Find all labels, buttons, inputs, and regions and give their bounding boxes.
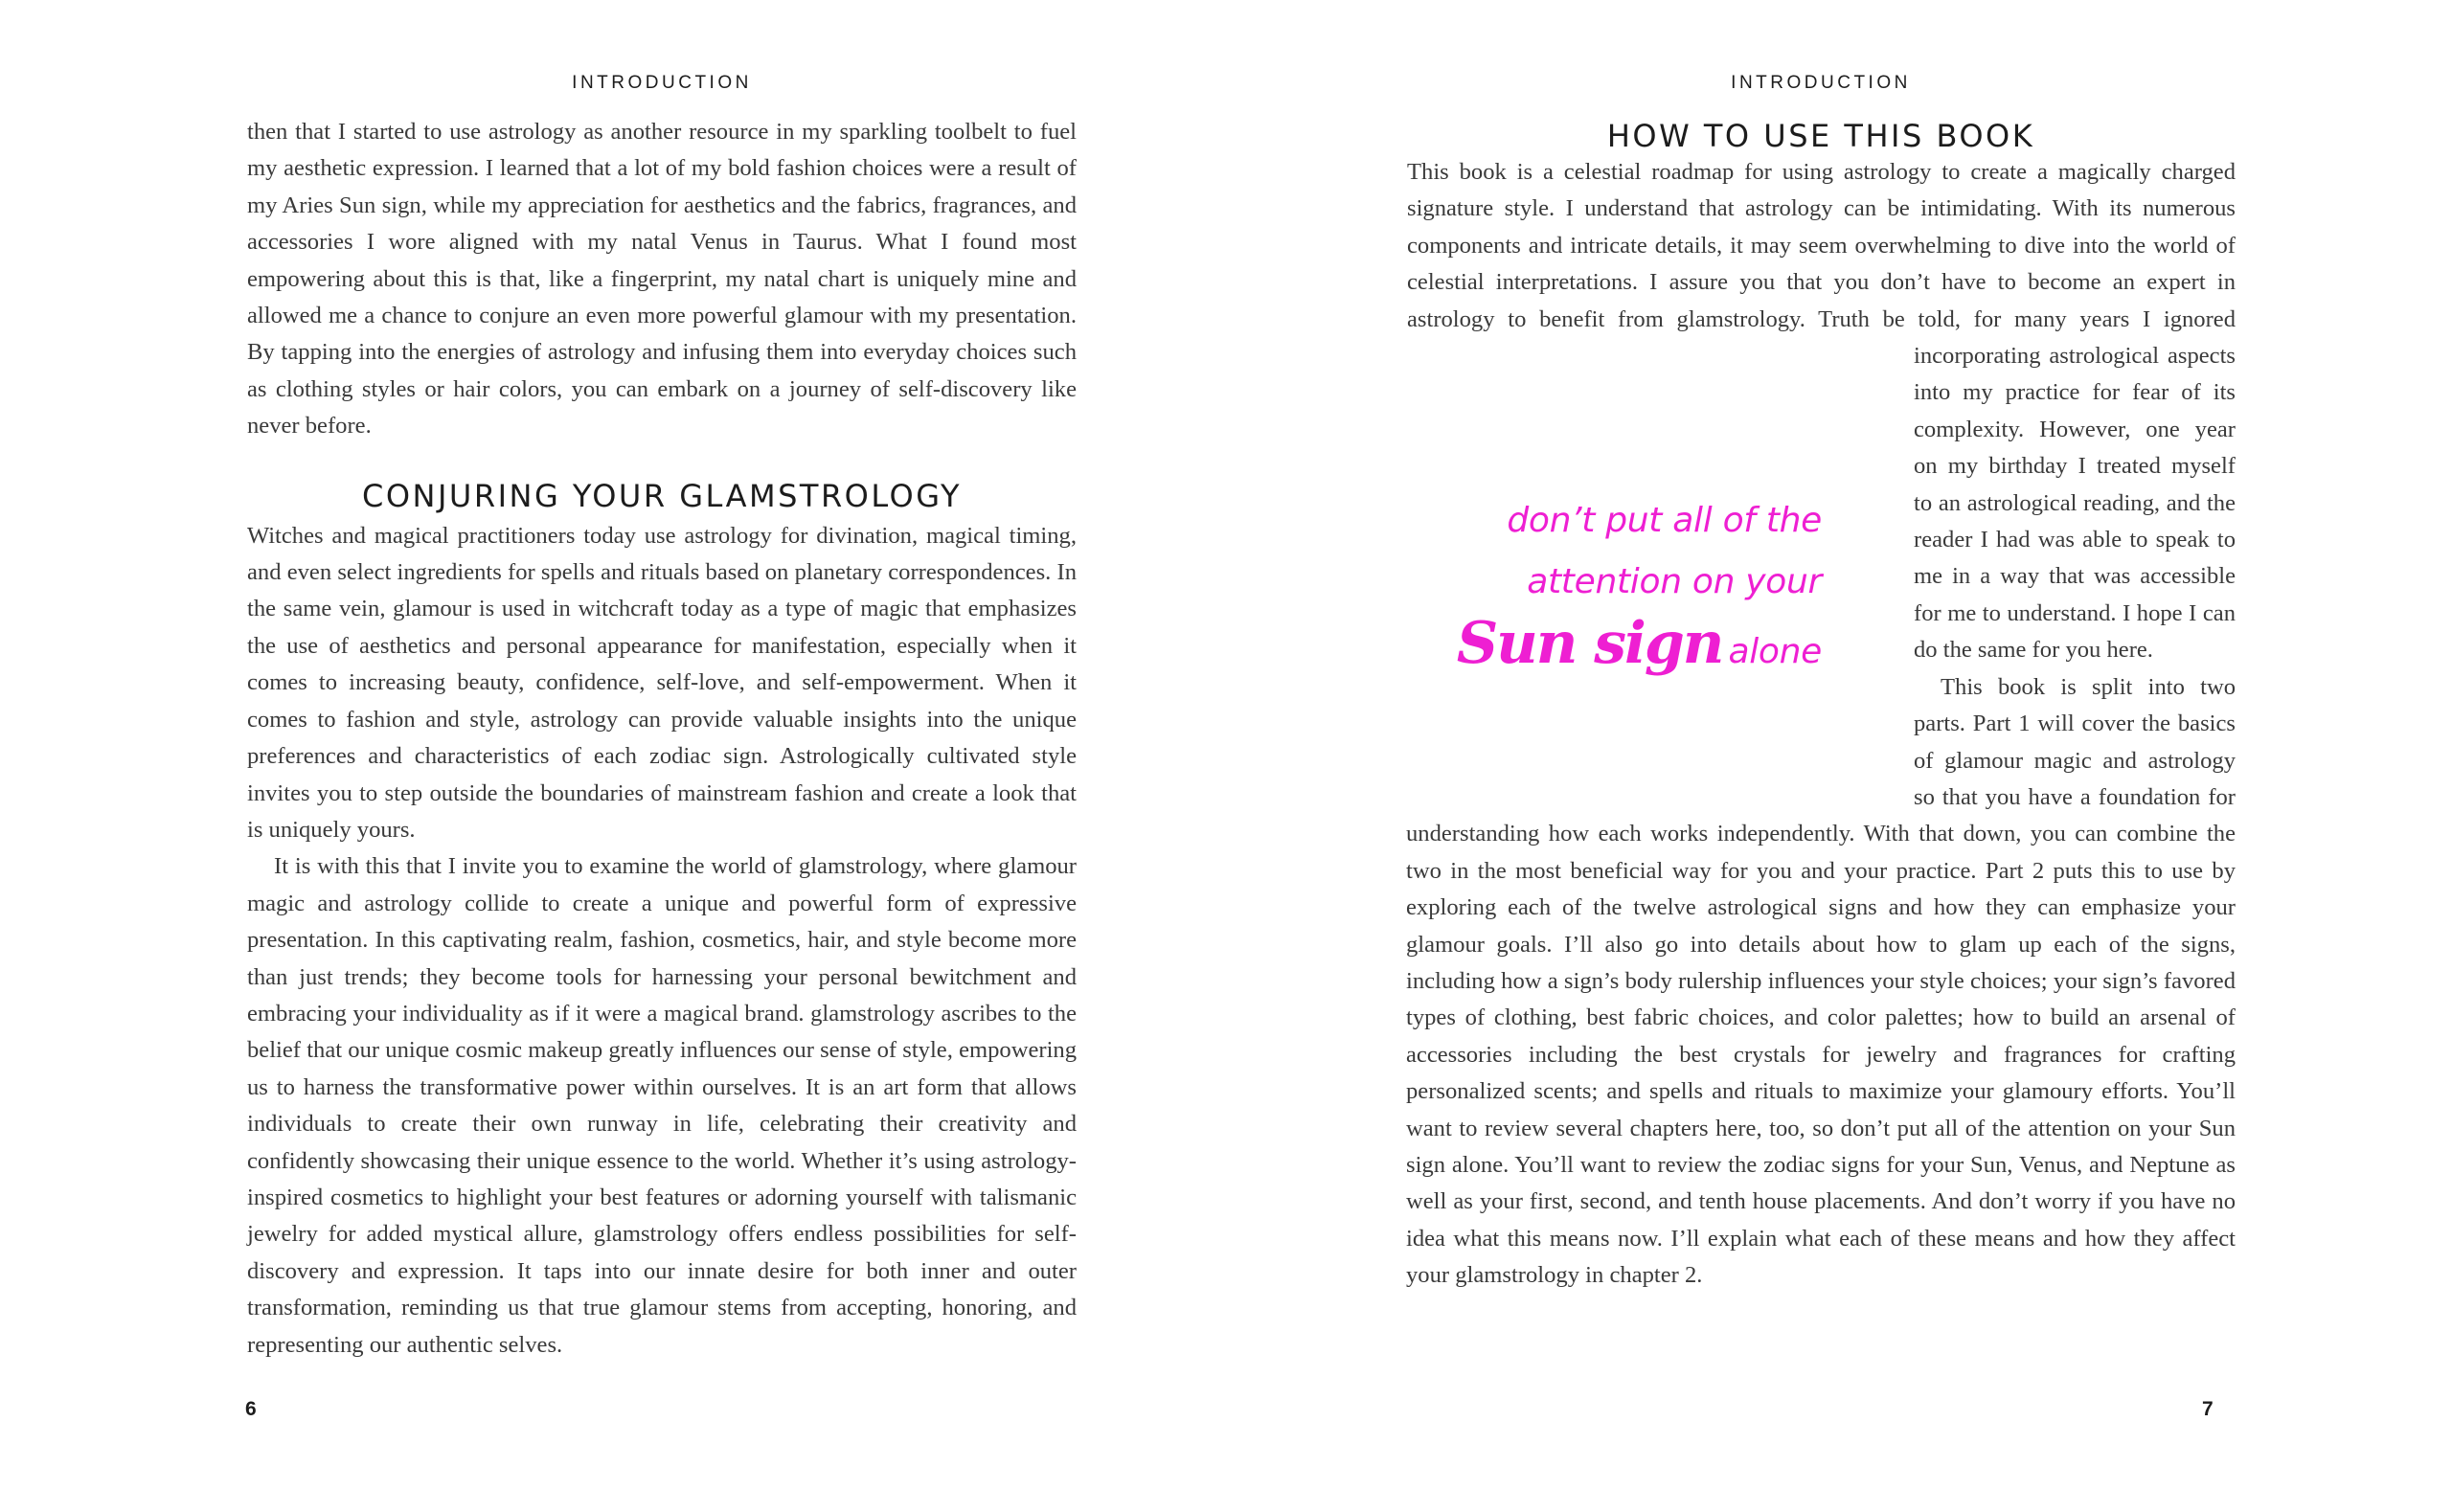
pull-quote xyxy=(1406,342,1895,802)
page-number-left: 6 xyxy=(245,1398,257,1420)
pull-quote-line: attention on your xyxy=(1527,561,1822,601)
pull-quote-script-text: Sun sign xyxy=(1456,609,1723,677)
running-head-right: INTRODUCTION xyxy=(1731,73,1911,93)
pull-quote-text xyxy=(1457,490,1822,683)
pull-quote-line-end: alone xyxy=(1728,631,1822,671)
body-paragraph: This book is split into two parts. Part 1 will cover the basics of glamour magic and astrology so that you have a foundation for understanding how each works independently. With that down, you can combine the two in the most beneficial way for you and your practice. Part 2 puts this to use by exploring each of the twelve astrological signs and how they can emphasize your glamour goals. I’ll also go into details about how to glam up each of the signs, including how a sign’s body rulership influences your style choices; your sign’s favored types of clothing, best fabric choices, and color palettes; how to build an arsenal of accessories including the best crystals for jewelry and fragrances for crafting personalized scents; and spells and rituals to maximize your glamoury efforts. You’ll want to review several chapters here, too, so don’t put all of the attention on your Sun sign alone. You’ll want to review the zodiac signs for your Sun, Venus, and Neptune as well as your first, second, and tenth house placements. And don’t worry if you have no idea what this means now. I’ll explain what each of these means and how they affect your glamstrology in chapter 2. xyxy=(1406,673,2236,1289)
pull-quote-line xyxy=(1456,609,1822,683)
opening-paragraph: then that I started to use astrology as another resource in my sparkling toolbelt to fuel my aesthetic expression. I learned that a lot of my bold fashion choices were a result of my Aries Sun sign, while my appreciation for aesthetics and the fabrics, fragrances, and accessories I wore aligned with my natal Venus in Taurus. What I found most empowering about this is that, like a fingerprint, my natal chart is uniquely mine and allowed me a chance to conjure an even more powerful glamour with my presentation. By tapping into the energies of astrology and infusing them into everyday choices such as clothing styles or hair colors, you can embark on a journey of self-discovery like never before. xyxy=(247,119,1077,440)
right-page xyxy=(1226,0,2452,1512)
body-paragraph xyxy=(1406,154,2236,677)
left-text-column xyxy=(247,114,1077,1364)
section-heading-how-to-use: HOW TO USE THIS BOOK xyxy=(1606,118,2035,154)
running-head-left: INTRODUCTION xyxy=(572,73,752,93)
page-number-right: 7 xyxy=(2202,1398,2214,1420)
section-heading-conjuring: CONJURING YOUR GLAMSTROLOGY xyxy=(362,477,962,514)
pull-quote-line: don’t put all of the xyxy=(1507,500,1822,540)
paragraph-text: This book is a celestial roadmap for using astrology to create a magically charged signature style. I understand that astrology can be intimidating. With its numerous components and intricate details, it may seem overwhelming to dive into the world of celestial interpretations. I assure you that you don’t have to become an expert in astrology to benefit from glamstrology. Truth be told, for many years I ignored incorporating astrological aspects into my practice for fear of its complexity. However, one year on my birthday I treated myself to an astrological reading, and the reader I had was able to speak to me in a way that was accessible for me to understand. I hope I can do the same for you here. xyxy=(1407,159,2236,664)
body-paragraph: Witches and magical practitioners today use astrology for divination, magical timing, and even select ingredients for spells and rituals based on planetary correspondences. In the same vein, glamour is used in witchcraft today as a type of magic that emphasizes the use of aesthetics and personal appearance for manifestation, especially when it comes to increasing beauty, confidence, self-love, and self-empowerment. When it comes to fashion and style, astrology can provide valuable insights into the unique preferences and characteristics of each zodiac sign. Astrologically cultivated style invites you to step outside the boundaries of mainstream fashion and create a look that is uniquely yours. xyxy=(247,522,1077,843)
right-text-column xyxy=(1406,114,2236,1295)
body-paragraph: It is with this that I invite you to examine the world of glamstrology, where glamour magic and astrology collide to create a unique and powerful form of expressive presentation. In this captivating realm, fashion, cosmetics, hair, and style become more than just trends; they become tools for harnessing your personal bewitchment and embracing your individuality as if it were a magical brand. glamstrology ascribes to the belief that our unique cosmic makeup greatly influences our sense of style, empowering us to harness the transformative power within ourselves. It is an art form that allows individuals to create their own runway in life, celebrating their creativity and confidently showcasing their unique essence to the world. Whether it’s using astrology-inspired cosmetics to highlight your best features or adorning yourself with talismanic jewelry for added mystical allure, glamstrology offers endless possibilities for self-discovery and expression. It taps into our innate desire for both inner and outer transformation, reminding us that true glamour stems from accepting, honoring, and representing our authentic selves. xyxy=(247,853,1077,1358)
